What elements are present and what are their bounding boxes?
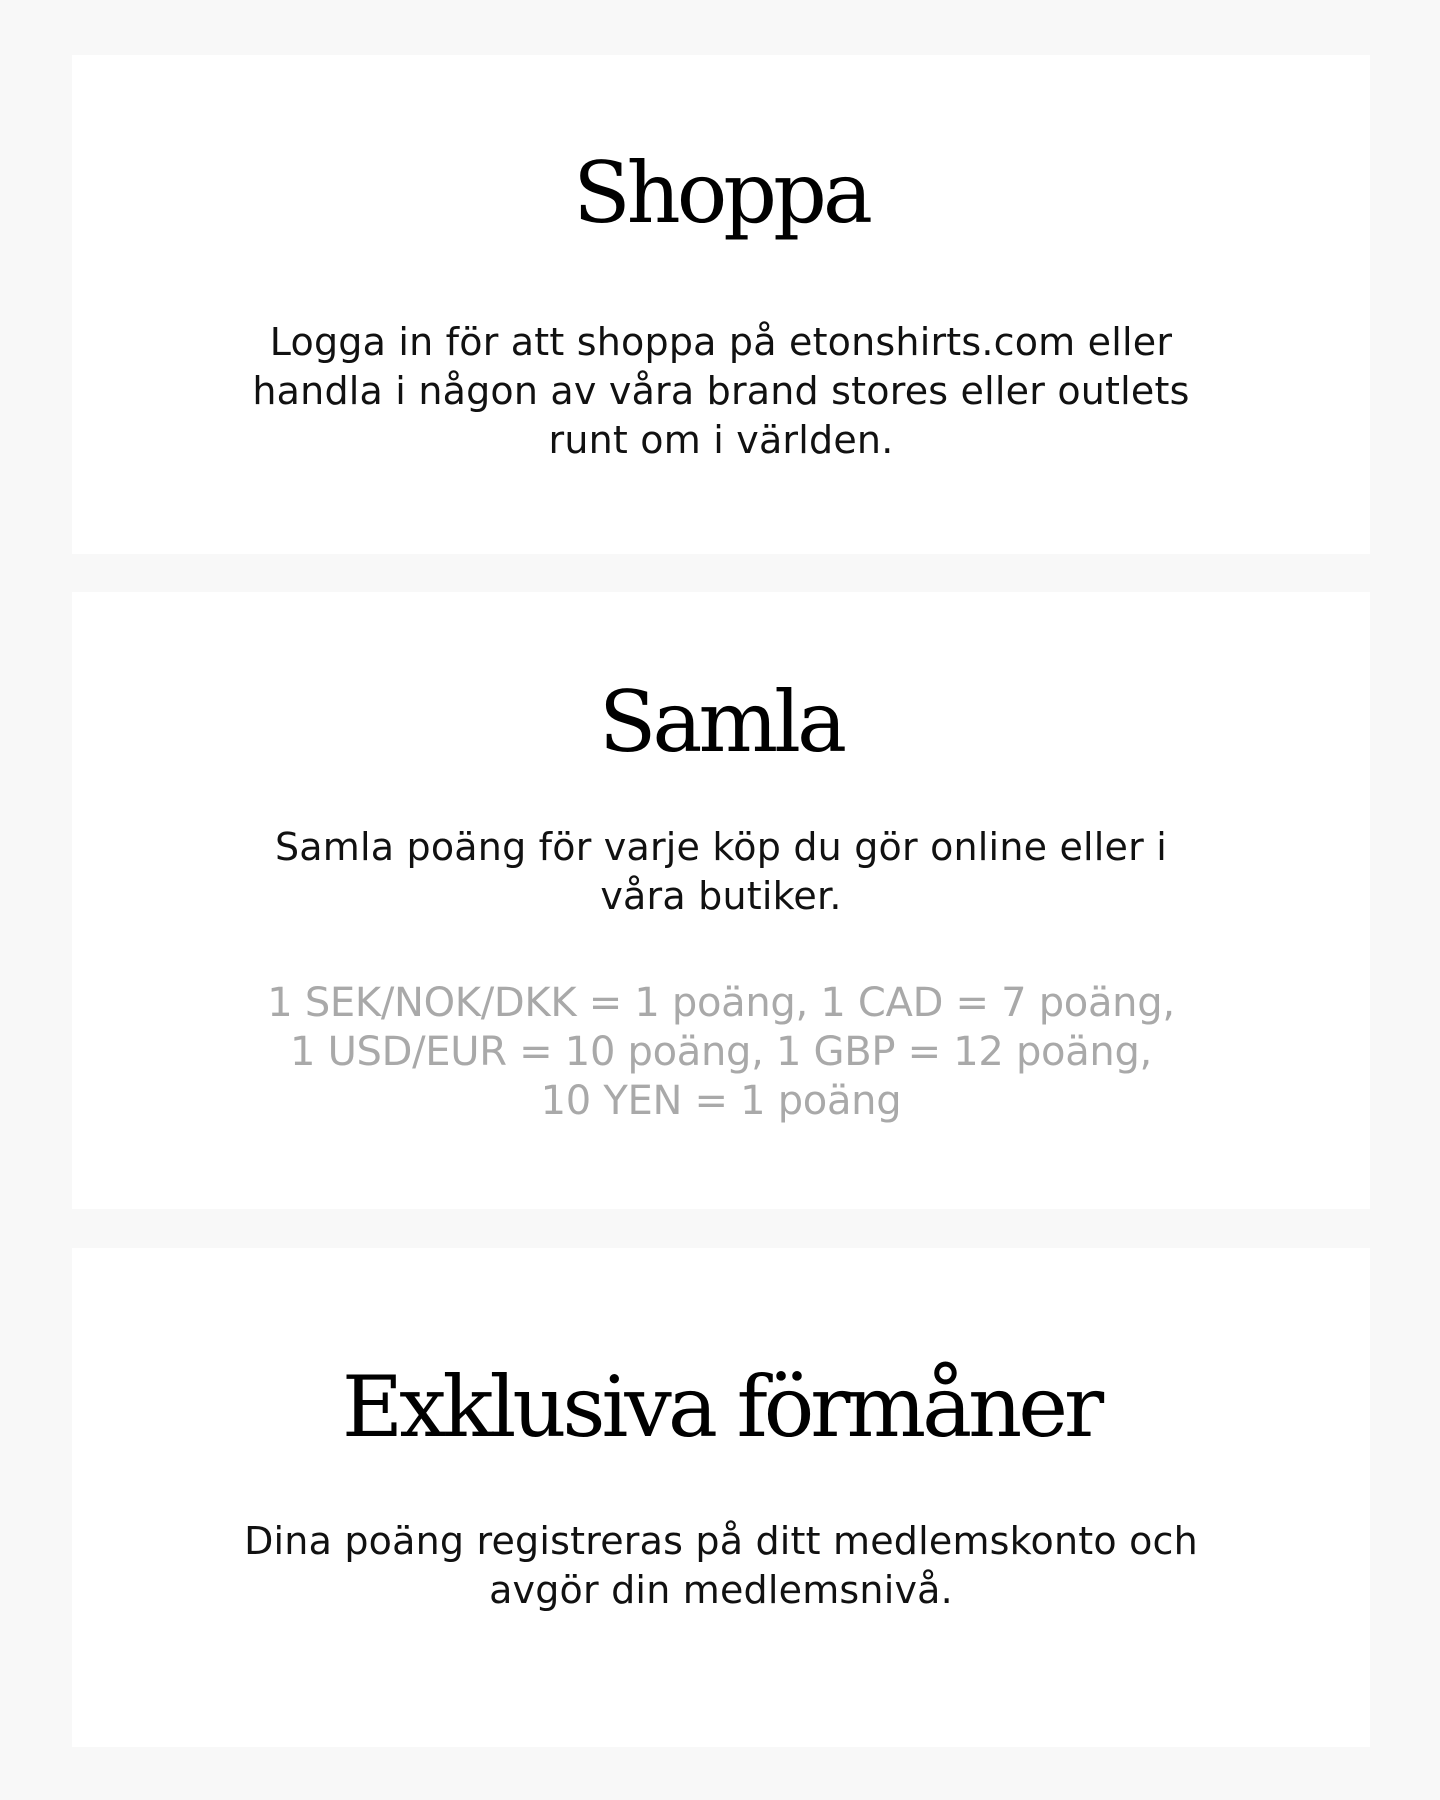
rates-line: 10 YEN = 1 poäng <box>540 1078 902 1124</box>
collect-description: Samla poäng för varje köp du gör online eller i våra butiker. <box>274 825 1167 918</box>
benefits-title: Exklusiva förmåner <box>341 1358 1101 1456</box>
shop-title: Shoppa <box>573 144 869 242</box>
rates-line: 1 USD/EUR = 10 poäng, 1 GBP = 12 poäng, <box>290 1029 1152 1075</box>
collect-title: Samla <box>598 673 844 771</box>
benefits-description: Dina poäng registreras på ditt medlemskonto och avgör din medlemsnivå. <box>244 1519 1198 1612</box>
collect-card <box>72 592 1370 1209</box>
shop-description: Logga in för att shoppa på etonshirts.com eller handla i någon av våra brand stores eller outlets runt om i världen. <box>252 320 1190 462</box>
rates-line: 1 SEK/NOK/DKK = 1 poäng, 1 CAD = 7 poäng, <box>267 980 1175 1026</box>
shop-card <box>72 55 1370 554</box>
points-conversion-rates <box>221 979 1221 1126</box>
benefits-card <box>72 1248 1370 1747</box>
